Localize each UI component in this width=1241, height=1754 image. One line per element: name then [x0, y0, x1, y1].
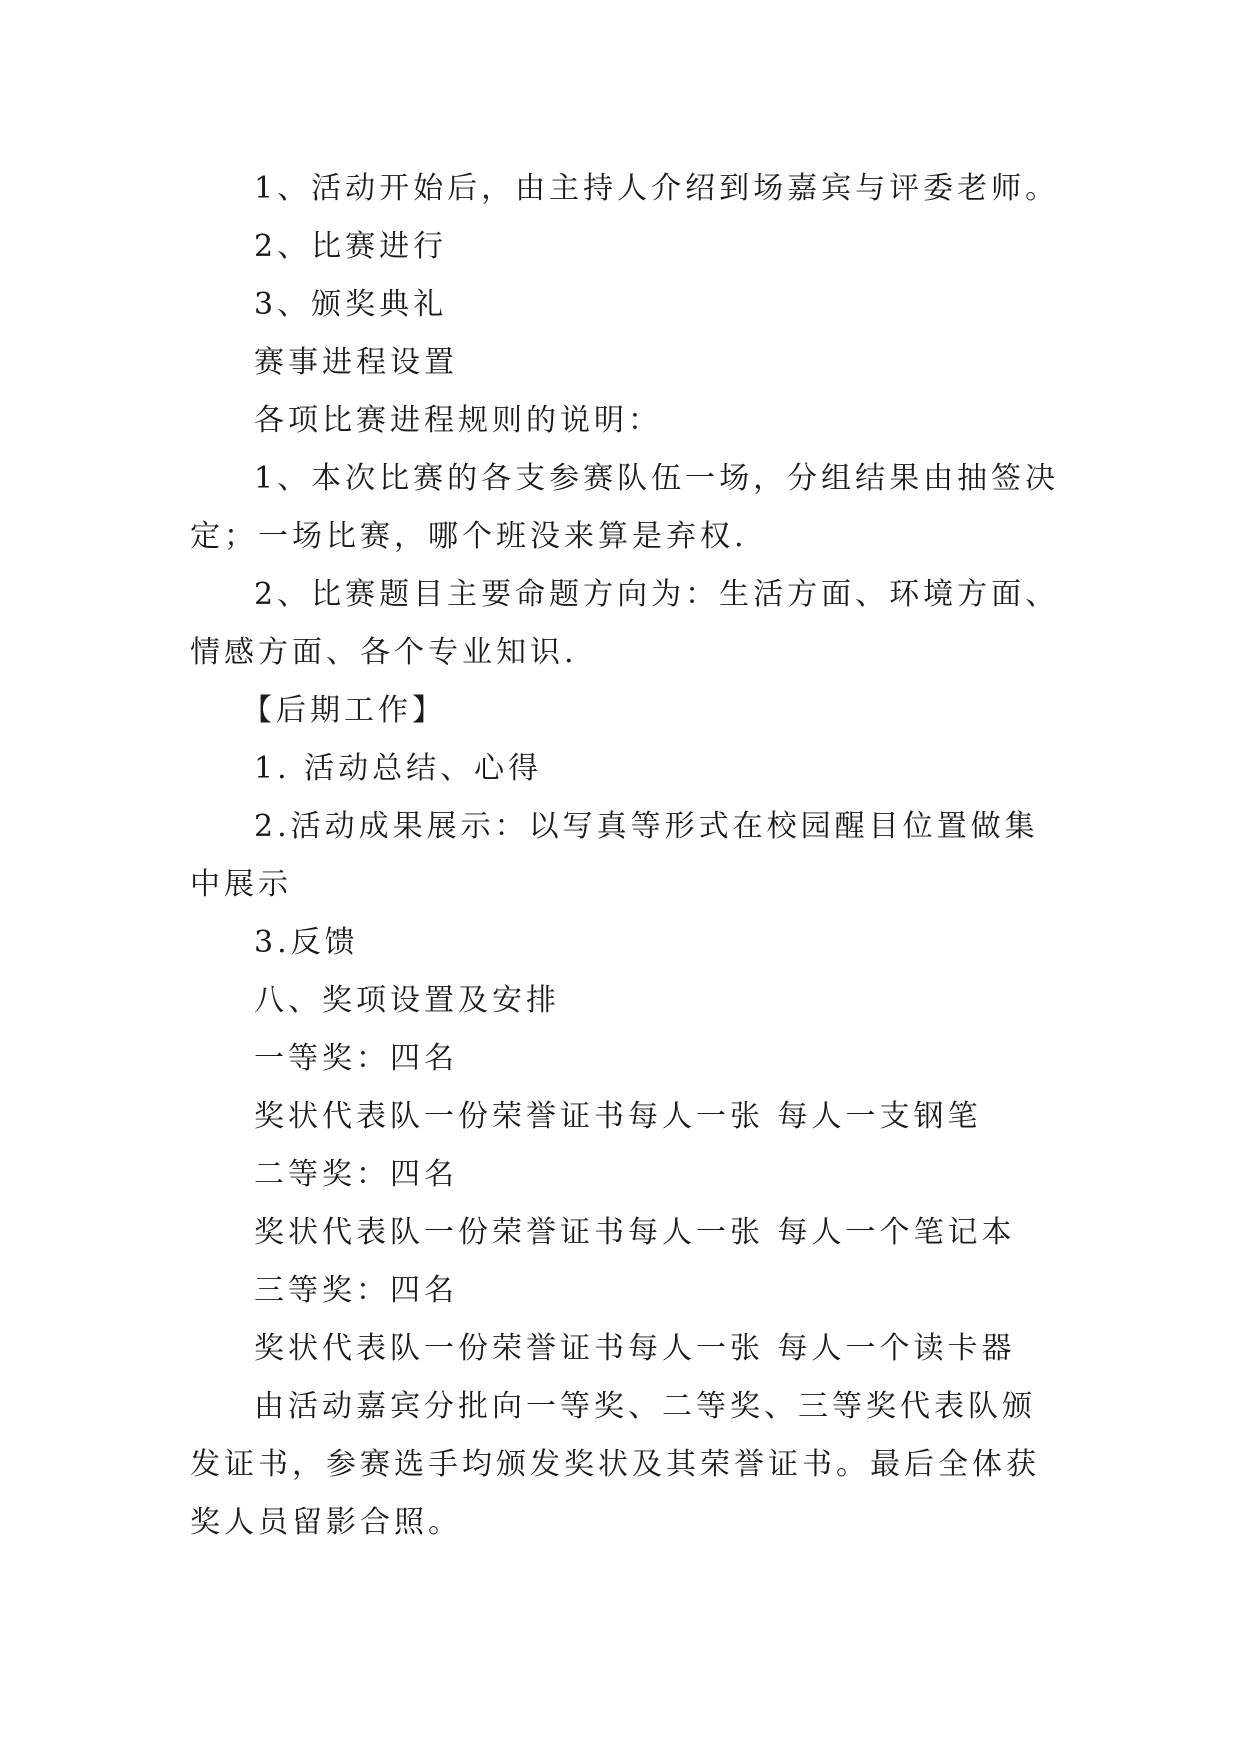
- paragraph-competition: 2、比赛进行: [254, 229, 448, 264]
- paragraph-rule-2: 2、比赛题目主要命题方向为：生活方面、环境方面、情感方面、各个专业知识.: [190, 577, 1060, 670]
- paragraph-schedule-heading: 赛事进程设置: [254, 345, 458, 380]
- award-third-title: 三等奖：四名: [254, 1273, 458, 1308]
- award-first-title: 一等奖：四名: [254, 1041, 458, 1076]
- paragraph-summary: 1. 活动总结、心得: [254, 751, 543, 786]
- document-body: [190, 160, 1060, 1552]
- award-second-title: 二等奖：四名: [254, 1157, 458, 1192]
- award-third-prizes: 奖状代表队一份荣誉证书每人一张 每人一个读卡器: [254, 1331, 1016, 1366]
- award-second-prizes: 奖状代表队一份荣誉证书每人一张 每人一个笔记本: [254, 1215, 1016, 1250]
- paragraph-feedback: 3.反馈: [254, 925, 359, 960]
- award-first-prizes: 奖状代表队一份荣誉证书每人一张 每人一支钢笔: [254, 1099, 982, 1134]
- paragraph-results-display: 2.活动成果展示：以写真等形式在校园醒目位置做集中展示: [190, 809, 1039, 902]
- section-heading-post-work: 【后期工作】: [242, 693, 446, 728]
- paragraph-closing: 由活动嘉宾分批向一等奖、二等奖、三等奖代表队颁发证书，参赛选手均颁发奖状及其荣誉证书。最后全体获奖人员留影合照。: [190, 1389, 1040, 1540]
- paragraph-rule-1: 1、本次比赛的各支参赛队伍一场，分组结果由抽签决定；一场比赛，哪个班没来算是弃权.: [190, 461, 1060, 554]
- paragraph-intro-guests: 1、活动开始后，由主持人介绍到场嘉宾与评委老师。: [254, 171, 1060, 206]
- paragraph-rules-heading: 各项比赛进程规则的说明：: [254, 403, 662, 438]
- paragraph-award-ceremony: 3、颁奖典礼: [254, 287, 448, 322]
- section-heading-awards: 八、奖项设置及安排: [254, 983, 560, 1018]
